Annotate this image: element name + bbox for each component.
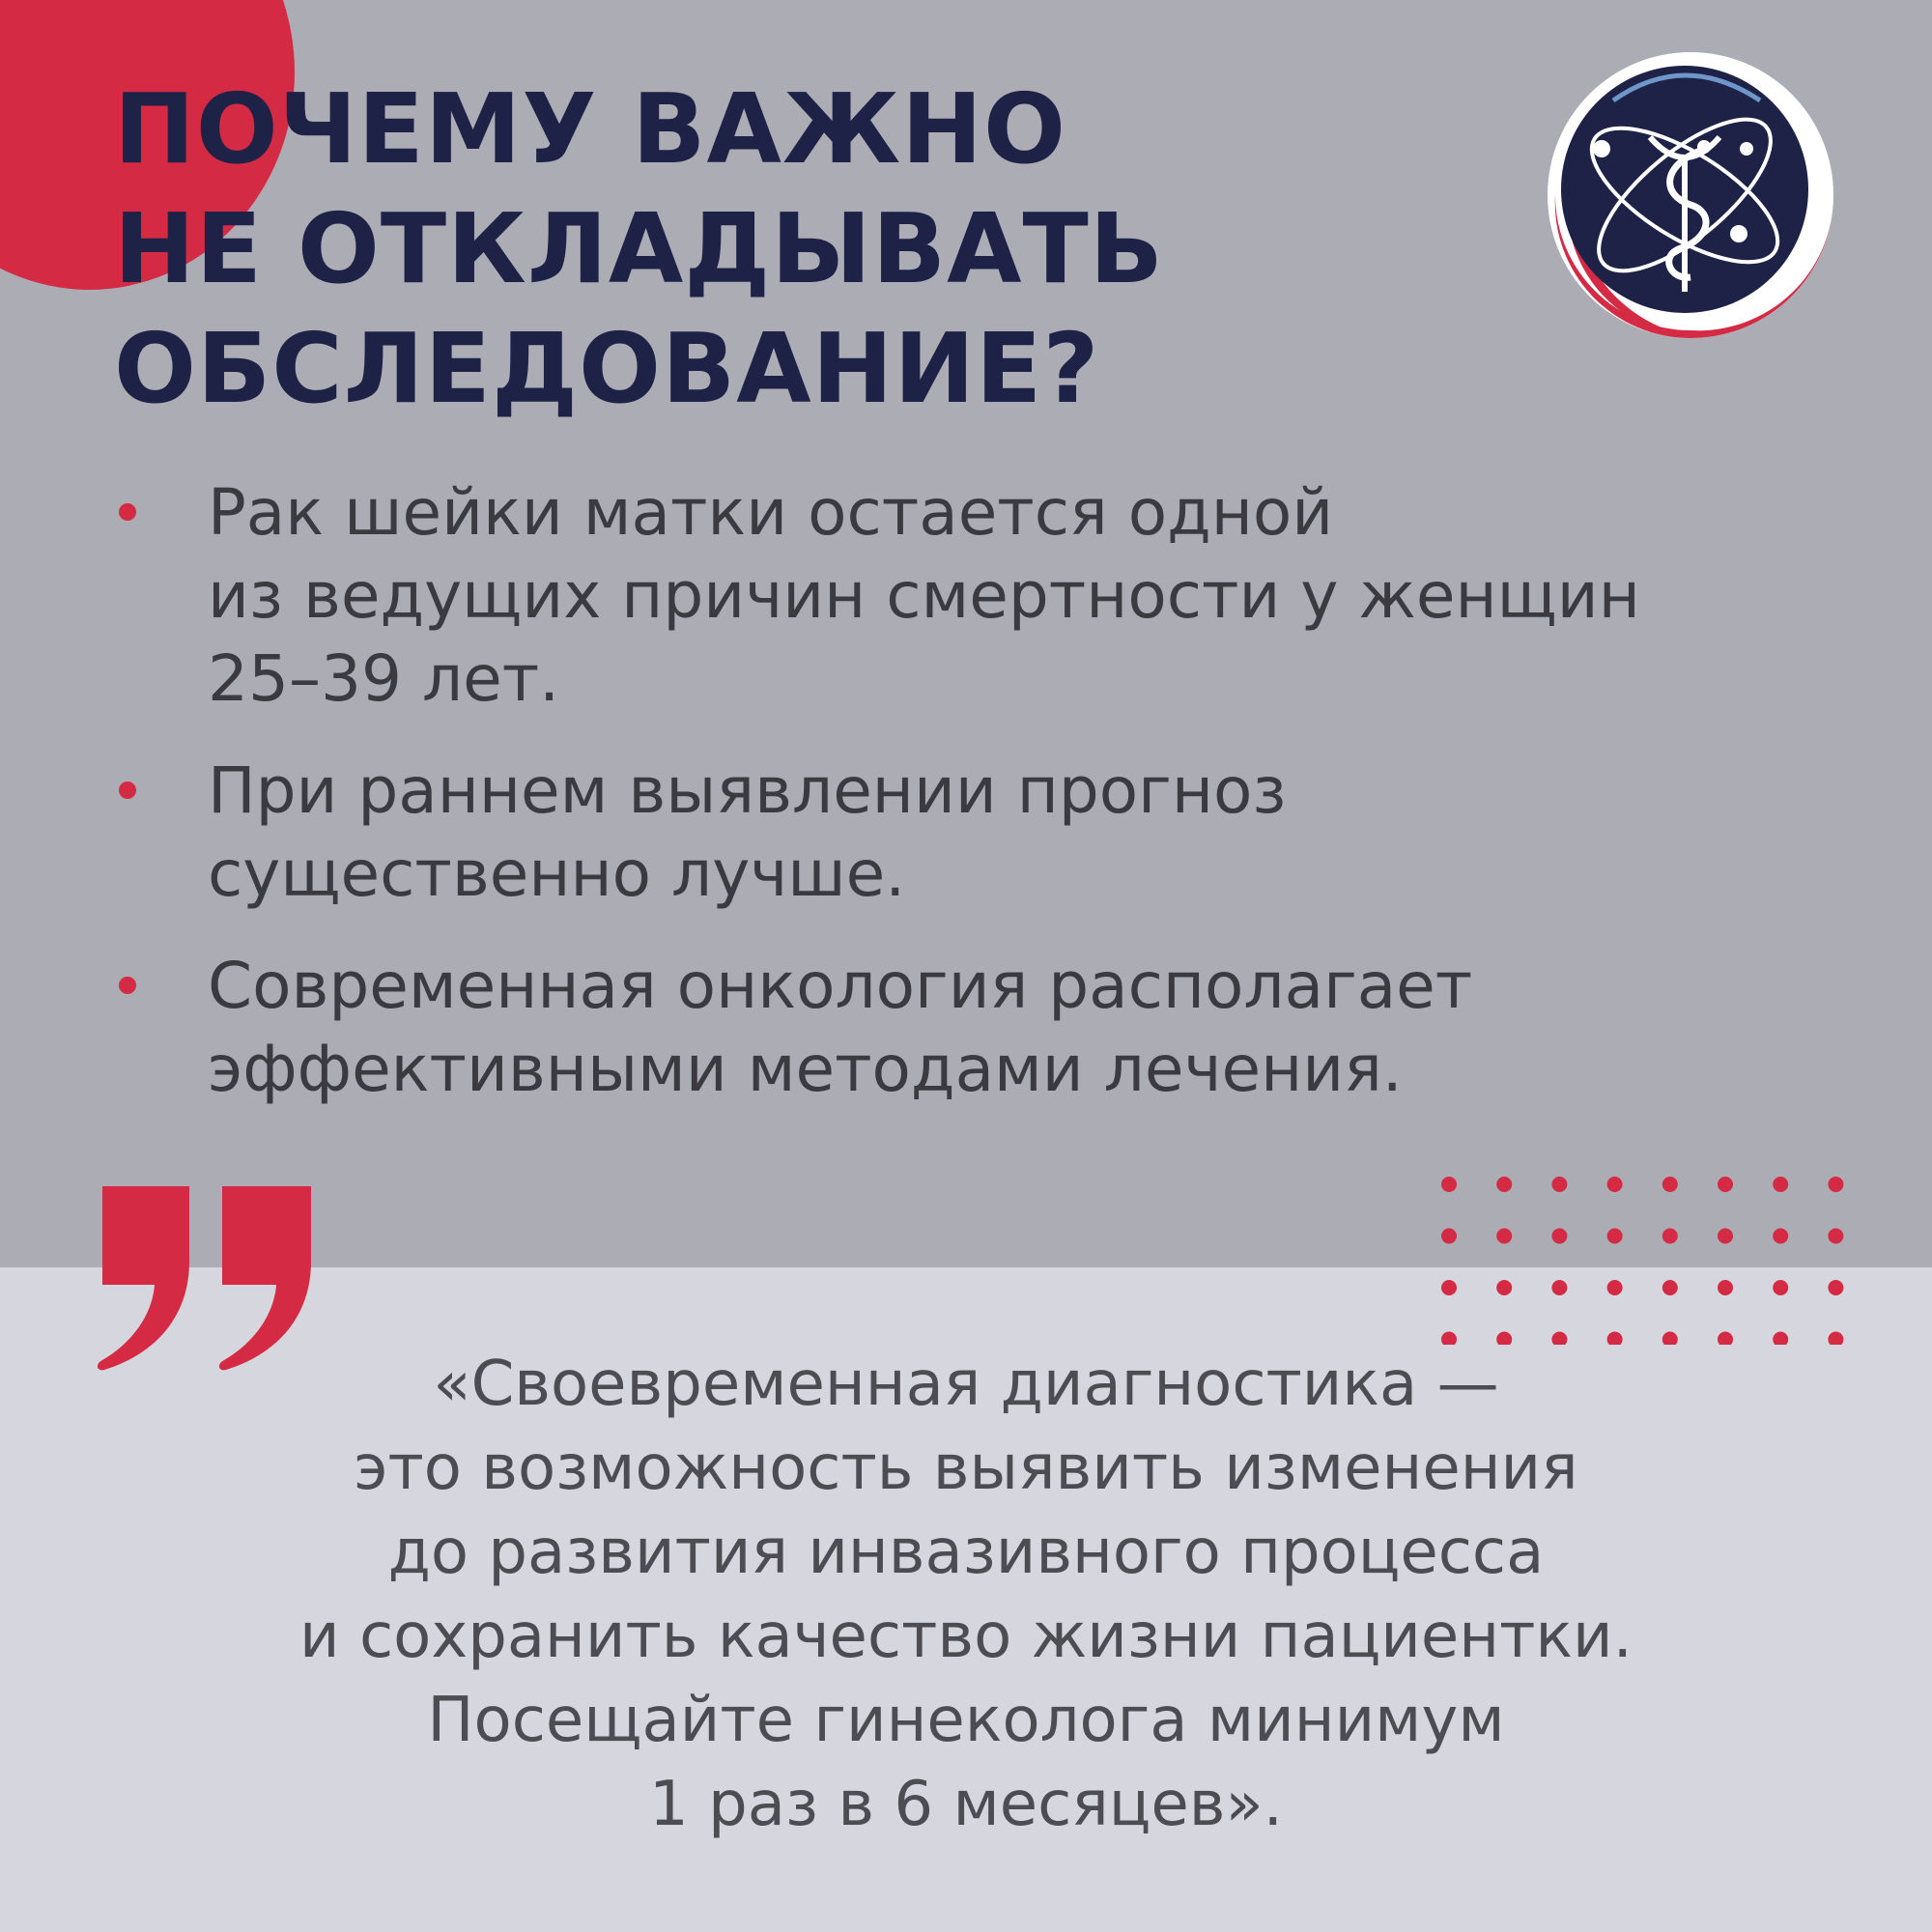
quote-line: «Своевременная диагностика — xyxy=(433,1349,1499,1420)
decorative-dot xyxy=(1718,1280,1733,1295)
list-item-line: Рак шейки матки остается одной xyxy=(208,475,1334,550)
decorative-dot xyxy=(1718,1177,1733,1192)
quote-line: Посещайте гинеколога минимум xyxy=(427,1685,1505,1756)
decorative-dot xyxy=(1496,1280,1512,1295)
list-item xyxy=(116,471,1816,721)
decorative-dot xyxy=(1441,1177,1457,1192)
list-item-line: существенно лучше. xyxy=(208,837,906,911)
decorative-dot xyxy=(1828,1229,1843,1244)
decorative-dot xyxy=(1496,1177,1512,1192)
decorative-dot xyxy=(1773,1280,1788,1295)
decorative-dot xyxy=(1828,1280,1843,1295)
list-item xyxy=(116,945,1816,1111)
decorative-dot xyxy=(1551,1177,1567,1192)
title-line: ОБСЛЕДОВАНИЕ? xyxy=(114,312,1100,425)
decorative-dot xyxy=(1607,1280,1623,1295)
decorative-dot xyxy=(1607,1229,1623,1244)
list-item-line: При раннем выявлении прогноз xyxy=(208,753,1287,828)
medical-emblem-icon xyxy=(1546,50,1835,340)
quote-line: и сохранить качество жизни пациентки. xyxy=(299,1601,1633,1672)
decorative-dot xyxy=(1441,1280,1457,1295)
decorative-dot xyxy=(1496,1229,1512,1244)
decorative-dot xyxy=(1441,1229,1457,1244)
list-item-line: 25–39 лет. xyxy=(208,641,560,716)
bullet-dot-icon xyxy=(119,977,136,994)
decorative-dot xyxy=(1773,1177,1788,1192)
decorative-dot xyxy=(1662,1229,1678,1244)
page-title xyxy=(114,70,1466,429)
title-line: НЕ ОТКЛАДЫВАТЬ xyxy=(114,192,1164,305)
bullet-dot-icon xyxy=(119,503,136,521)
decorative-dot xyxy=(1662,1280,1678,1295)
title-line: ПОЧЕМУ ВАЖНО xyxy=(114,72,1066,185)
decorative-dot-grid xyxy=(1437,1175,1847,1345)
list-item-line: эффективными методами лечения. xyxy=(208,1032,1403,1106)
quote-line: до развития инвазивного процесса xyxy=(387,1517,1545,1588)
list-item xyxy=(116,750,1816,916)
decorative-dot xyxy=(1662,1177,1678,1192)
decorative-dot xyxy=(1718,1229,1733,1244)
decorative-dot xyxy=(1551,1280,1567,1295)
list-item-line: из ведущих причин смертности у женщин xyxy=(208,558,1640,633)
quote-text xyxy=(0,1343,1932,1847)
decorative-dot xyxy=(1551,1229,1567,1244)
decorative-dot xyxy=(1607,1177,1623,1192)
quote-line: это возможность выявить изменения xyxy=(354,1433,1578,1504)
list-item-line: Современная онкология располагает xyxy=(208,949,1473,1023)
bullet-dot-icon xyxy=(119,781,136,799)
facts-list xyxy=(116,471,1816,1111)
decorative-dot xyxy=(1828,1177,1843,1192)
quote-line: 1 раз в 6 месяцев». xyxy=(649,1769,1283,1840)
decorative-dot xyxy=(1773,1229,1788,1244)
